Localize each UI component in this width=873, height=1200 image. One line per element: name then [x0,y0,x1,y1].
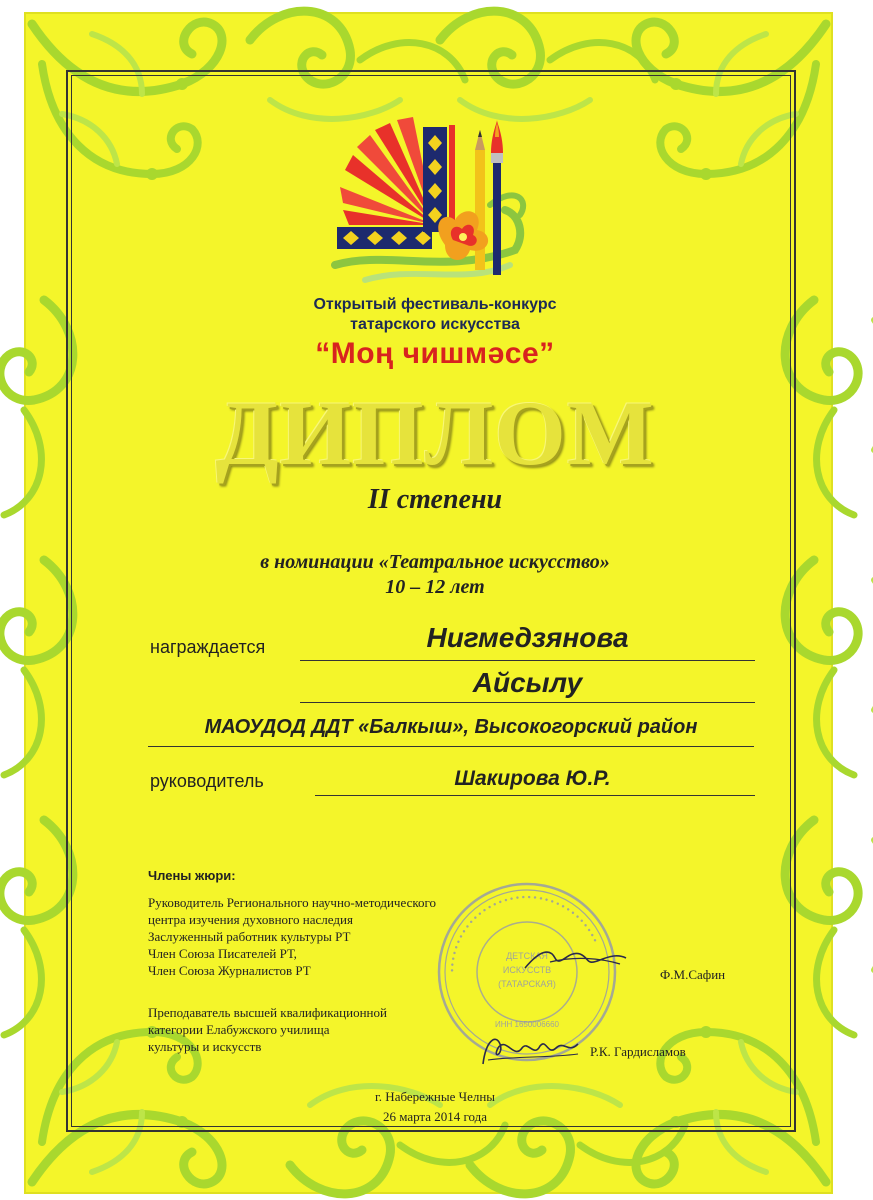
awarded-label: награждается [150,637,266,657]
underline-first-name [300,702,755,703]
jury-member-1-name: Ф.М.Сафин [660,967,726,982]
underline-surname [300,660,755,661]
festival-line-1: Открытый фестиваль-конкурс [313,296,557,313]
awardee-surname: Нигмедзянова [426,622,629,653]
issue-date: 26 марта 2014 года [382,1109,488,1124]
jury-title: Члены жюри: [148,868,236,883]
jury-member-2-name: Р.К. Гардисламов [590,1044,686,1059]
svg-text:ИНН 1650006660: ИНН 1650006660 [494,1020,560,1029]
organization: МАОУДОД ДДТ «Балкыш», Высокогорский район [204,716,698,738]
festival-name: “Моң чишмәсе” [315,337,555,370]
underline-organization [148,746,754,747]
diploma-degree: II степени [367,484,503,515]
jury-member-1-credentials: Руководитель Регионального научно-методического центра изучения духовного наследия Заслуженный работник культуры РТ Член Союза Писателей РТ, Член Союза Журналистов РТ [148,895,436,978]
svg-text:ДЕТСКАЯ: ДЕТСКАЯ [506,951,548,961]
underline-leader [315,795,755,796]
awardee-first-name: Айсылу [472,667,583,698]
festival-logo [325,115,540,290]
jury-member-2-credentials: Преподаватель высшей квалификационной категории Елабужского училища культуры и искусств [148,1005,387,1054]
leader-name: Шакирова Ю.Р. [454,767,611,790]
leader-label: руководитель [150,771,264,791]
age-group: 10 – 12 лет [385,576,485,598]
nomination: в номинации «Театральное искусство» [260,551,610,573]
svg-text:(ТАТАРСКАЯ): (ТАТАРСКАЯ) [498,979,556,989]
festival-line-2: татарского искусства [350,316,520,333]
diploma-title: ДИПЛОМ [215,382,655,484]
signature-2 [478,1030,583,1070]
svg-text:• • • • • • • • • • • • • • •: • • • • • • • • • • • • • • • • • • • • • • • • • • • • • • • • • • • [446,891,601,973]
signature-1 [520,940,630,980]
svg-text:ИСКУССТВ: ИСКУССТВ [502,965,552,975]
issue-city: г. Набережные Челны [374,1089,496,1104]
